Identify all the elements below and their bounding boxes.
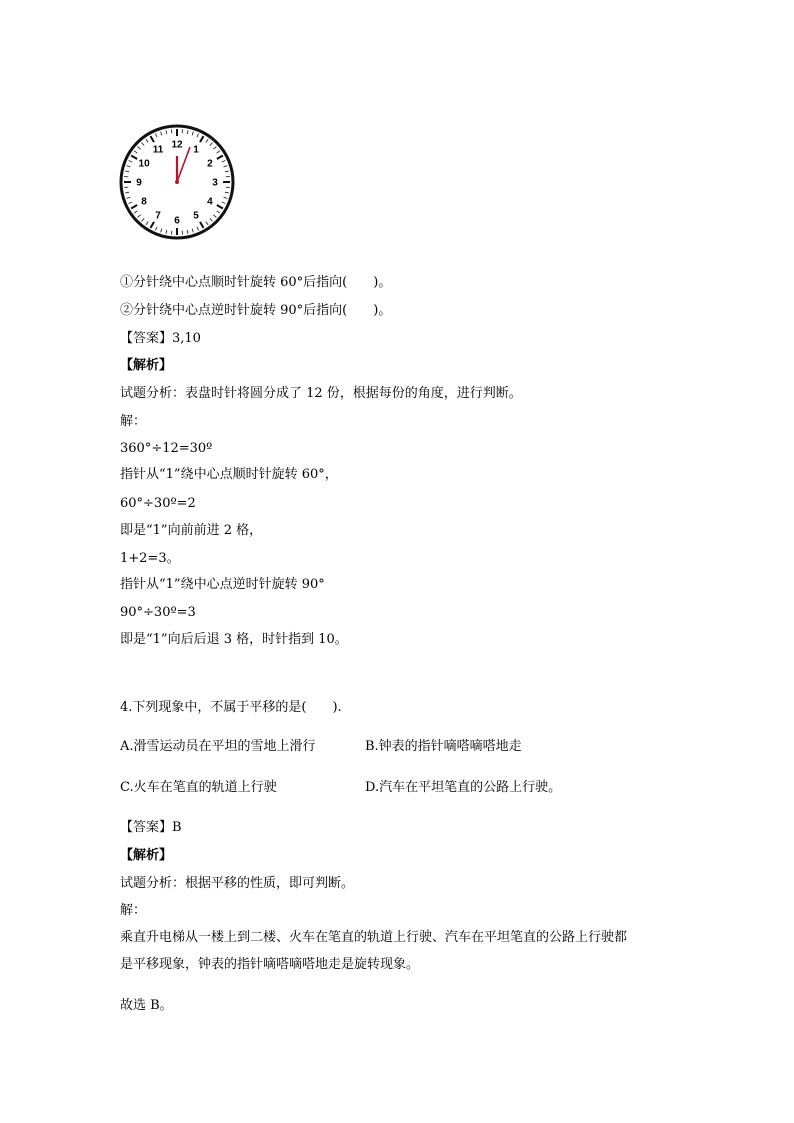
clock-number: 6 [174,215,180,227]
clock-number: 8 [141,196,147,208]
q3-analysis-line: 即是“1”向前前进 2 格， [120,523,263,538]
q4-option-b: B.钟表的指针嘀嗒嘀嗒地走 [365,739,522,754]
q3-analysis-line: 90°÷30º=3 [120,605,196,620]
q4-analysis-1: 试题分析：根据平移的性质，即可判断。 [120,876,355,891]
clock-number: 12 [171,139,183,151]
q4-question: 4.下列现象中，不属于平移的是( ). [120,700,342,715]
clock-number: 9 [136,177,142,189]
clock-center [175,180,179,184]
q3-sub2: ②分针绕中心点逆时针旋转 90°后指向( )。 [120,303,392,318]
clock-number: 11 [152,144,164,156]
clock-number: 5 [193,210,199,222]
q4-explain-2: 是平移现象，钟表的指针嘀嗒嘀嗒地走是旋转现象。 [120,957,420,972]
clock-number: 3 [212,177,218,189]
q4-solve: 解： [120,903,147,918]
clock-figure [118,123,236,241]
q4-option-c: C.火车在笔直的轨道上行驶 [120,780,277,795]
q4-explain-1: 乘直升电梯从一楼上到二楼、火车在笔直的轨道上行驶、汽车在平坦笔直的公路上行驶都 [120,930,628,945]
q3-analysis-line: 试题分析：表盘时针将圆分成了 12 份，根据每份的角度，进行判断。 [120,386,522,401]
q3-analysis-line: 60°÷30º=2 [120,496,196,511]
q3-analysis-line: 360°÷12=30º [120,441,213,456]
clock-number: 1 [193,144,199,156]
q3-answer: 【答案】3,10 [120,331,201,346]
q3-analysis-line: 指针从“1”绕中心点顺时针旋转 60°， [120,467,338,482]
clock-number: 2 [207,158,213,170]
q4-answer: 【答案】B [120,820,182,835]
q4-option-d: D.汽车在平坦笔直的公路上行驶。 [365,780,562,795]
q4-option-a: A.滑雪运动员在平坦的雪地上滑行 [120,739,316,754]
q3-analysis-head: 【解析】 [120,358,173,373]
q3-analysis-line: 1+2=3。 [120,551,180,566]
clock-number: 7 [155,210,161,222]
clock-number: 10 [138,158,150,170]
q4-conclusion: 故选 B。 [120,998,173,1013]
q4-analysis-head: 【解析】 [120,848,173,863]
q3-analysis-line: 指针从“1”绕中心点逆时针旋转 90° [120,577,325,592]
q3-sub1: ①分针绕中心点顺时针旋转 60°后指向( )。 [120,275,392,290]
q3-analysis-line: 解： [120,414,147,429]
clock-number: 4 [207,196,213,208]
q3-analysis-line: 即是“1”向后后退 3 格，时针指到 10。 [120,632,348,647]
